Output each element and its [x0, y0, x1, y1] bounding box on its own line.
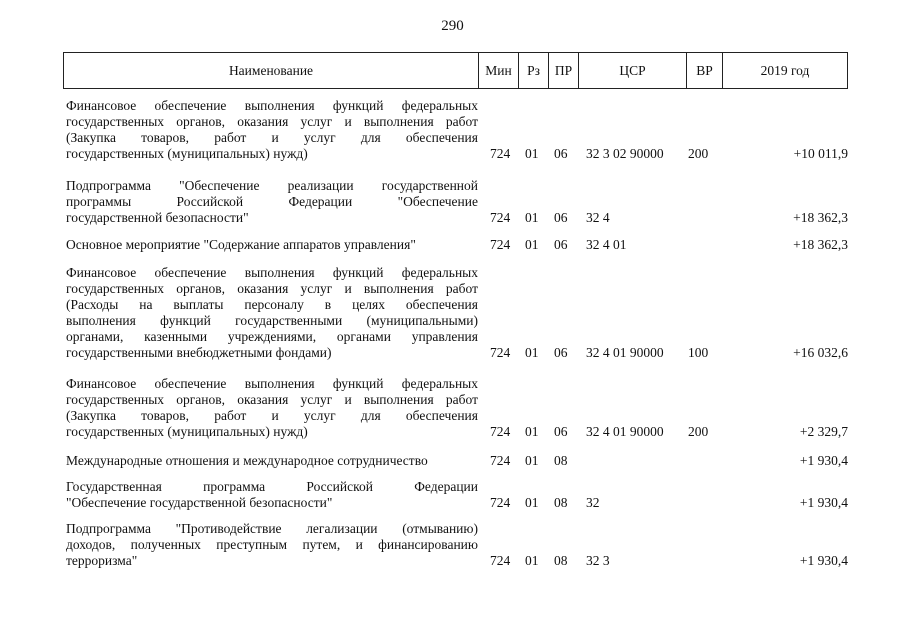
cell-csr: 32 3 02 90000	[586, 146, 664, 161]
cell-vr: 200	[688, 424, 709, 439]
row-name-line: государственных (муниципальных) нужд)	[66, 146, 308, 161]
row-name-line: Подпрограмма "Обеспечение реализации государственной	[66, 178, 478, 193]
cell-min: 724	[490, 495, 511, 510]
row-name	[66, 376, 478, 440]
row-name	[66, 178, 478, 226]
header-pr: ПР	[548, 53, 578, 88]
table-row	[0, 521, 905, 569]
row-name-line: государственной безопасности"	[66, 210, 249, 225]
row-name-line: Финансовое обеспечение выполнения функций федеральных	[66, 376, 478, 391]
table-row	[0, 98, 905, 162]
row-name-line: Подпрограмма "Противодействие легализации (отмыванию)	[66, 521, 478, 536]
cell-value: +16 032,6	[793, 345, 848, 360]
cell-min: 724	[490, 146, 511, 161]
row-name	[66, 237, 478, 253]
cell-value: +18 362,3	[793, 210, 848, 225]
cell-value: +1 930,4	[799, 553, 848, 568]
header-min: Мин	[478, 53, 518, 88]
cell-value: +2 329,7	[799, 424, 848, 439]
cell-min: 724	[490, 553, 511, 568]
table-row	[0, 479, 905, 511]
cell-csr: 32 3	[586, 553, 610, 568]
cell-pr: 06	[554, 146, 568, 161]
row-name-line: государственных органов, оказания услуг и выполнения работ	[66, 281, 478, 296]
row-name-line: государственными внебюджетными фондами)	[66, 345, 332, 360]
cell-vr: 200	[688, 146, 709, 161]
cell-value: +18 362,3	[793, 237, 848, 252]
row-name-line: терроризма"	[66, 553, 138, 568]
cell-csr: 32	[586, 495, 600, 510]
cell-pr: 06	[554, 237, 568, 252]
row-name-line: Финансовое обеспечение выполнения функций федеральных	[66, 265, 478, 280]
cell-pr: 06	[554, 345, 568, 360]
cell-csr: 32 4 01	[586, 237, 627, 252]
cell-value: +10 011,9	[793, 146, 848, 161]
header-year: 2019 год	[722, 53, 847, 88]
header-csr: ЦСР	[578, 53, 686, 88]
cell-rz: 01	[525, 424, 539, 439]
cell-min: 724	[490, 210, 511, 225]
cell-pr: 08	[554, 553, 568, 568]
cell-min: 724	[490, 345, 511, 360]
table-row	[0, 265, 905, 361]
cell-rz: 01	[525, 146, 539, 161]
cell-rz: 01	[525, 453, 539, 468]
row-name	[66, 453, 478, 469]
row-name	[66, 265, 478, 361]
row-name-line: государственных органов, оказания услуг и выполнения работ	[66, 114, 478, 129]
page-number: 290	[441, 18, 464, 34]
header-vr: ВР	[686, 53, 722, 88]
table-row	[0, 376, 905, 440]
cell-min: 724	[490, 237, 511, 252]
row-name-line: (Закупка товаров, работ и услуг для обеспечения	[66, 130, 478, 145]
cell-rz: 01	[525, 210, 539, 225]
row-name-line: государственных (муниципальных) нужд)	[66, 424, 308, 439]
cell-csr: 32 4 01 90000	[586, 345, 664, 360]
cell-vr: 100	[688, 345, 709, 360]
cell-rz: 01	[525, 237, 539, 252]
cell-csr: 32 4 01 90000	[586, 424, 664, 439]
row-name-line: (Закупка товаров, работ и услуг для обеспечения	[66, 408, 478, 423]
row-name-line: программы Российской Федерации "Обеспечение	[66, 194, 478, 209]
cell-value: +1 930,4	[799, 453, 848, 468]
header-name: Наименование	[228, 63, 314, 78]
row-name-line: Основное мероприятие "Содержание аппаратов управления"	[66, 237, 416, 252]
cell-rz: 01	[525, 553, 539, 568]
cell-csr: 32 4	[586, 210, 610, 225]
cell-pr: 06	[554, 210, 568, 225]
row-name-line: государственных органов, оказания услуг и выполнения работ	[66, 392, 478, 407]
cell-min: 724	[490, 424, 511, 439]
row-name-line: "Обеспечение государственной безопасности"	[66, 495, 333, 510]
cell-pr: 08	[554, 495, 568, 510]
cell-pr: 08	[554, 453, 568, 468]
row-name-line: (Расходы на выплаты персоналу в целях обеспечения	[66, 297, 478, 312]
row-name-line: органами, казенными учреждениями, органами управления	[66, 329, 478, 344]
row-name-line: Финансовое обеспечение выполнения функций федеральных	[66, 98, 478, 113]
table-row	[0, 453, 905, 469]
header-rz: Рз	[518, 53, 548, 88]
cell-pr: 06	[554, 424, 568, 439]
cell-min: 724	[490, 453, 511, 468]
table-header	[63, 52, 848, 89]
row-name	[66, 98, 478, 162]
table-row	[0, 237, 905, 253]
row-name	[66, 479, 478, 511]
table-row	[0, 178, 905, 226]
cell-rz: 01	[525, 495, 539, 510]
row-name-line: Государственная программа Российской Федерации	[66, 479, 478, 494]
row-name	[66, 521, 478, 569]
row-name-line: выполнения функций государственными (муниципальными)	[66, 313, 478, 328]
row-name-line: доходов, полученных преступным путем, и финансированию	[66, 537, 478, 552]
row-name-line: Международные отношения и международное сотрудничество	[66, 453, 428, 468]
cell-value: +1 930,4	[799, 495, 848, 510]
cell-rz: 01	[525, 345, 539, 360]
